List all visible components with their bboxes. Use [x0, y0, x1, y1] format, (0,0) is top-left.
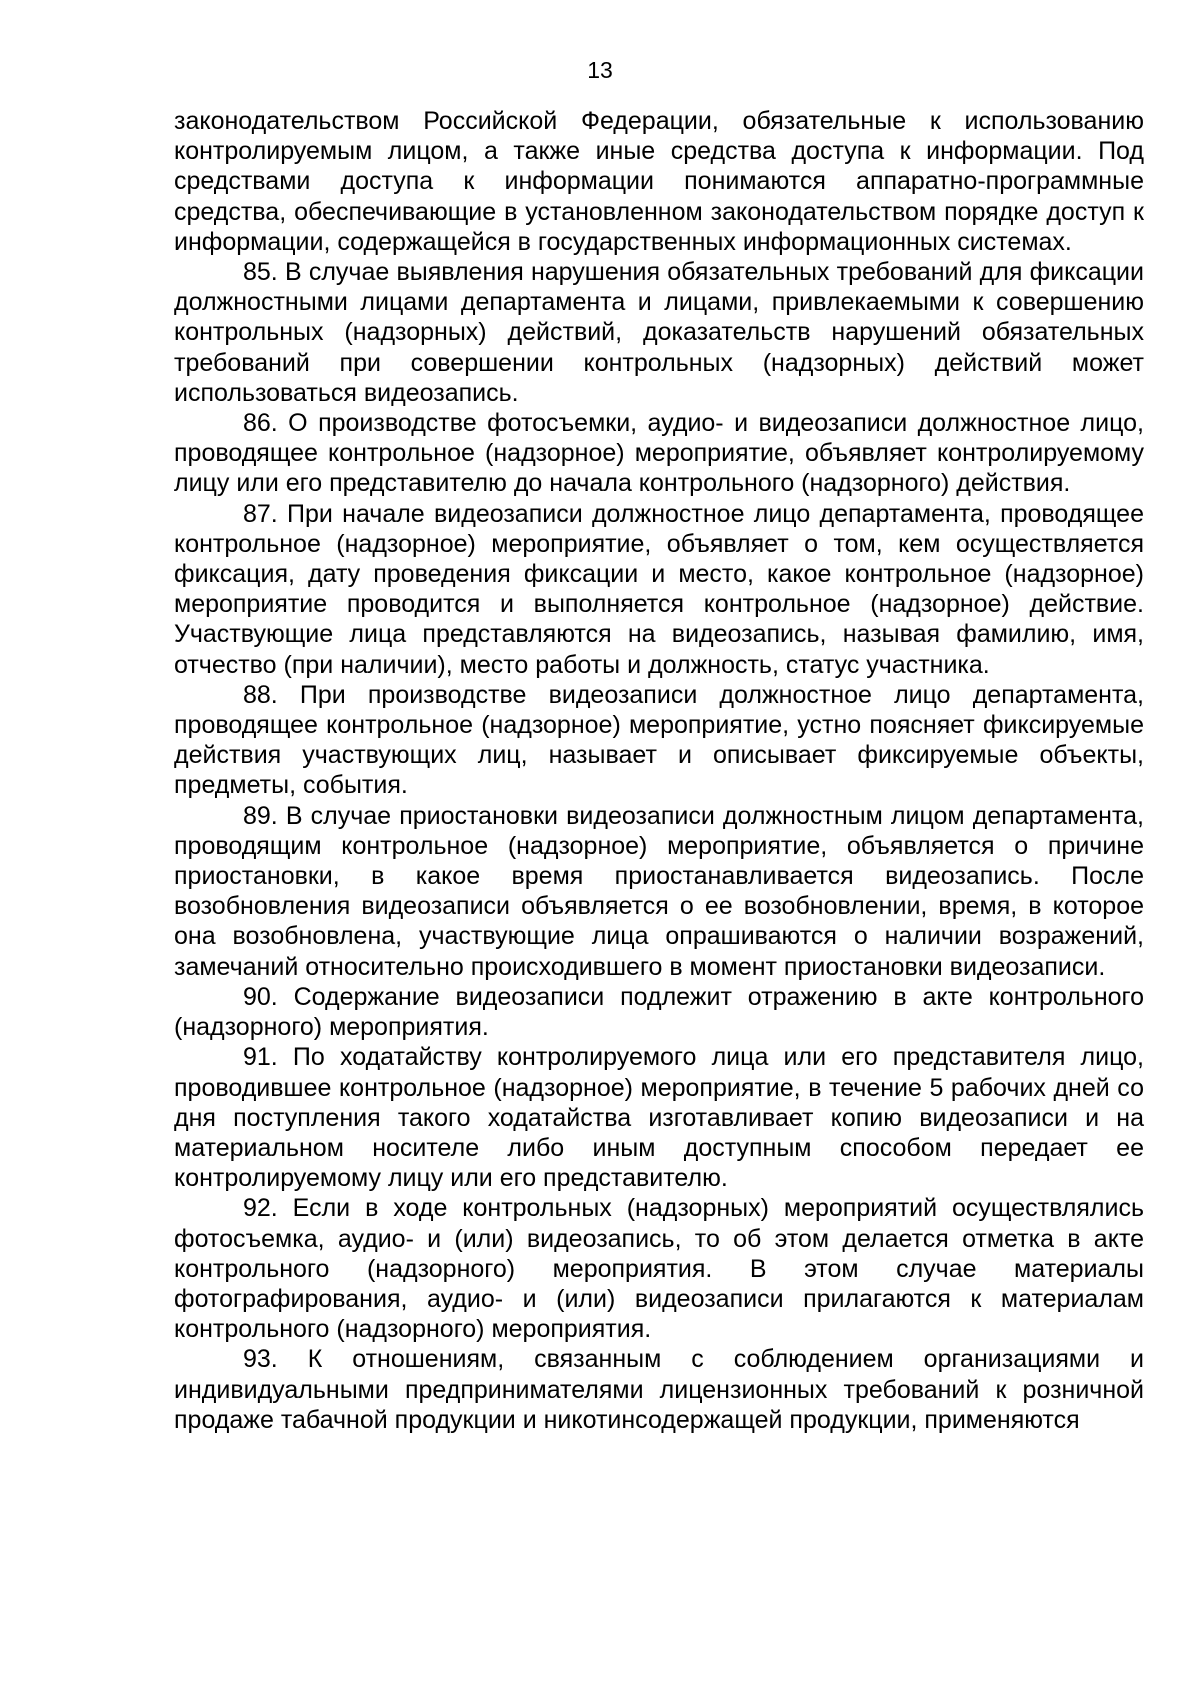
- paragraph-93: 93. К отношениям, связанным с соблюдением организациями и индивидуальными предпринимателями лицензионных требований к розничной продаже табачной продукции и никотинсодержащей продукции, применяются: [174, 1345, 1144, 1434]
- paragraph-90: 90. Содержание видеозаписи подлежит отражению в акте контрольного (надзорного) мероприятия.: [174, 982, 1144, 1042]
- paragraph-92: 92. Если в ходе контрольных (надзорных) мероприятий осуществлялись фотосъемка, аудио- и (или) видеозапись, то об этом делается отметка в акте контрольного (надзорного) мероприятия. В этом случае материалы фотографирования, аудио- и (или) видеозаписи прилагаются к материалам контрольного (надзорного) мероприятия.: [174, 1194, 1144, 1344]
- paragraph-85: 85. В случае выявления нарушения обязательных требований для фиксации должностными лицами департамента и лицами, привлекаемыми к совершению контрольных (надзорных) действий, доказательств нарушений обязательных требований при совершении контрольных (надзорных) действий может использоваться видеозапись.: [174, 258, 1144, 407]
- paragraph-86: 86. О производстве фотосъемки, аудио- и видеозаписи должностное лицо, проводящее контрольное (надзорное) мероприятие, объявляет контролируемому лицу или его представителю до начала контрольного (надзорного) действия.: [174, 409, 1144, 498]
- paragraph-89: 89. В случае приостановки видеозаписи должностным лицом департамента, проводящим контрольное (надзорное) мероприятие, объявляется о причине приостановки, в какое время приостанавливается видеозапись. После возобновления видеозаписи объявляется о ее возобновлении, время, в которое она возобновлена, участвующие лица опрашиваются о наличии возражений, замечаний относительно происходившего в момент приостановки видеозаписи.: [174, 801, 1144, 981]
- page-number: 13: [587, 57, 613, 83]
- paragraph-87: 87. При начале видеозаписи должностное лицо департамента, проводящее контрольное (надзорное) мероприятие, объявляет о том, кем осуществляется фиксация, дату проведения фиксации и место, какое контрольное (надзорное) мероприятие проводится и выполняется контрольное (надзорное) действие. Участвующие лица представляются на видеозапись, называя фамилию, имя, отчество (при наличии), место работы и должность, статус участника.: [174, 499, 1144, 679]
- paragraph-continuation: законодательством Российской Федерации, обязательные к использованию контролируемым лицом, а также иные средства доступа к информации. Под средствами доступа к информации понимаются аппаратно-программные средства, обеспечивающие в установленном законодательством порядке доступ к информации, содержащейся в государственных информационных системах.: [174, 107, 1144, 256]
- document-body: [174, 106, 1144, 1435]
- paragraph-91: 91. По ходатайству контролируемого лица или его представителя лицо, проводившее контрольное (надзорное) мероприятие, в течение 5 рабочих дней со дня поступления такого ходатайства изготавливает копию видеозаписи и на материальном носителе либо иным доступным способом передает ее контролируемому лицу или его представителю.: [174, 1043, 1144, 1193]
- paragraph-88: 88. При производстве видеозаписи должностное лицо департамента, проводящее контрольное (надзорное) мероприятие, устно поясняет фиксируемые действия участвующих лиц, называет и описывает фиксируемые объекты, предметы, события.: [174, 680, 1144, 800]
